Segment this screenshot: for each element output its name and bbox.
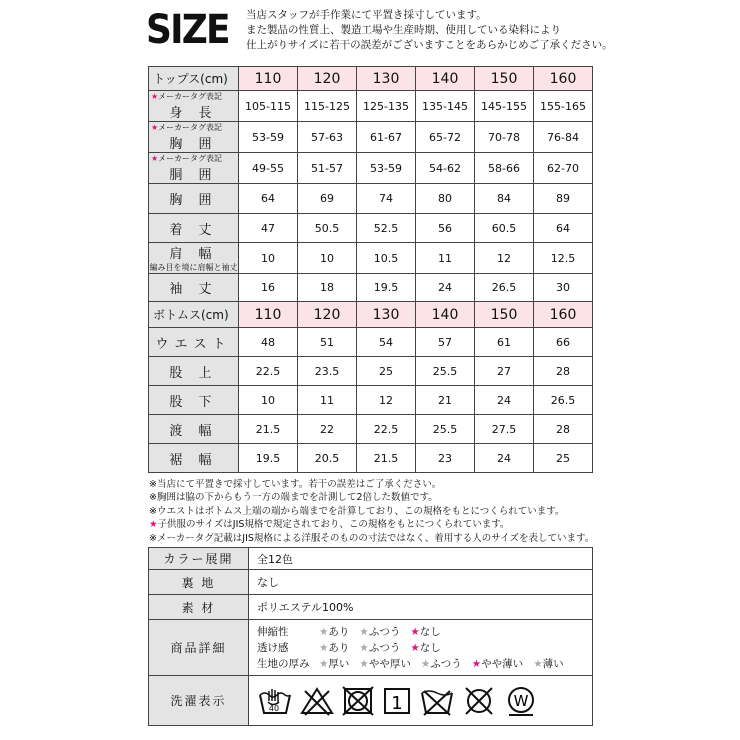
size-header-130: 130 (357, 67, 416, 91)
star-icon: ★ (151, 154, 159, 163)
row-label-text: 身 長 (169, 106, 218, 121)
no-dry-clean-icon (419, 685, 455, 717)
table-cell: 69 (298, 184, 357, 214)
table-cell: 57 (416, 328, 475, 357)
size-header-120: 120 (298, 67, 357, 91)
detail-option (359, 624, 400, 639)
note-line (149, 478, 594, 491)
table-cell: 61-67 (357, 122, 416, 153)
star-icon: ★ (151, 123, 159, 132)
row-label (149, 153, 239, 184)
table-cell: 60.5 (475, 214, 534, 243)
table-cell: 61 (475, 328, 534, 357)
detail-label: 透け感 (257, 642, 289, 654)
wet-clean-icon (503, 685, 539, 717)
intro-line: 当店スタッフが手作業にて平置き採寸しています。 (246, 9, 487, 21)
detail-option-text: 厚い (328, 658, 350, 670)
table-row (149, 122, 593, 153)
size-table (148, 66, 593, 473)
table-row (149, 153, 593, 184)
size-header-130: 130 (357, 302, 416, 328)
table-cell: 64 (239, 184, 298, 214)
table-cell: 28 (534, 357, 593, 386)
detail-option-text: あり (328, 626, 350, 638)
table-cell: 66 (534, 328, 593, 357)
table-cell: 20.5 (298, 444, 357, 473)
detail-option-text: ふつう (368, 626, 401, 638)
detail-option-text: ふつう (430, 658, 462, 670)
table-cell: 65-72 (416, 122, 475, 153)
row-label: ウエスト (149, 328, 239, 357)
table-cell: 25 (534, 444, 593, 473)
star-icon: ★ (359, 626, 369, 638)
table-cell: 26.5 (475, 274, 534, 302)
note-line (149, 532, 594, 545)
detail-option-text: ふつう (368, 642, 401, 654)
table-cell: 135-145 (416, 91, 475, 122)
table-cell: 145-155 (475, 91, 534, 122)
table-row (149, 214, 593, 243)
table-cell: 21.5 (357, 444, 416, 473)
table-cell: 30 (534, 274, 593, 302)
size-header-140: 140 (416, 67, 475, 91)
table-cell: 22.5 (357, 415, 416, 444)
table-cell: 70-78 (475, 122, 534, 153)
table-cell: 25 (357, 357, 416, 386)
star-icon: ★ (359, 642, 369, 654)
table-cell: 84 (475, 184, 534, 214)
size-header-140: 140 (416, 302, 475, 328)
row-label: 裾 幅 (149, 444, 239, 473)
note-text: メーカータグ記載はJIS規格による洋服そのものの寸法ではなく、着用する人のサイズを表しています。 (156, 532, 595, 544)
no-tumble-dry-icon (341, 685, 375, 717)
star-icon: ★ (151, 92, 159, 101)
size-header-150: 150 (475, 302, 534, 328)
table-cell: 105-115 (239, 91, 298, 122)
table-cell: 11 (416, 243, 475, 274)
size-header-120: 120 (298, 302, 357, 328)
table-cell: 64 (534, 214, 593, 243)
star-icon: ★ (319, 658, 329, 670)
row-label (149, 91, 239, 122)
detail-option-text: なし (419, 626, 441, 638)
detail-option (421, 656, 462, 671)
star-icon: ★ (359, 658, 369, 670)
wash-temp-text: 40 (268, 703, 280, 713)
lining-label: 裏 地 (149, 570, 249, 595)
detail-option (472, 656, 523, 671)
care-value (249, 676, 593, 726)
table-cell: 58-66 (475, 153, 534, 184)
table-cell: 25.5 (416, 357, 475, 386)
care-icons (257, 681, 592, 721)
table-cell: 56 (416, 214, 475, 243)
row-label (149, 214, 239, 243)
table-cell: 27.5 (475, 415, 534, 444)
row-label (149, 243, 239, 274)
row-label: 股 下 (149, 386, 239, 415)
note-line (149, 505, 594, 518)
material-value: ポリエステル100% (249, 595, 593, 620)
note-text: 子供服のサイズはJIS規格で規定されており、この規格をもとにつくられています。 (157, 519, 510, 531)
row-label: 渡 幅 (149, 415, 239, 444)
table-cell: 25.5 (416, 415, 475, 444)
table-cell: 23.5 (298, 357, 357, 386)
intro-line: 仕上がりサイズに若干の誤差がございますことをあらかじめご了承ください。 (246, 39, 613, 51)
maker-tag-text: メーカータグ表記 (158, 154, 223, 163)
details-value (249, 620, 593, 676)
note-text: 当店にて平置きで採寸しています。若干の誤差はご了承ください。 (156, 479, 442, 490)
table-cell: 50.5 (298, 214, 357, 243)
table-cell: 24 (416, 274, 475, 302)
table-cell: 18 (298, 274, 357, 302)
detail-option-text: やや薄い (481, 658, 524, 670)
table-cell: 125-135 (357, 91, 416, 122)
detail-option (410, 640, 440, 655)
detail-row (257, 640, 592, 656)
note-text: 胸囲は脇の下からもう一方の端までを計測して2倍した数値です。 (156, 492, 438, 504)
row-label-text: 胸 囲 (169, 137, 218, 152)
tops-header: トップス(cm) (149, 67, 239, 91)
table-cell: 48 (239, 328, 298, 357)
table-cell: 54 (357, 328, 416, 357)
material-label: 素 材 (149, 595, 249, 620)
star-icon: ★ (149, 519, 158, 531)
care-label: 洗濯表示 (149, 676, 249, 726)
size-header-110: 110 (239, 302, 298, 328)
table-row (149, 274, 593, 302)
table-cell: 19.5 (239, 444, 298, 473)
table-cell: 62-70 (534, 153, 593, 184)
wet-clean-text: W (513, 691, 529, 710)
lining-value: なし (249, 570, 593, 595)
note-mark: ※ (149, 505, 157, 517)
table-cell: 26.5 (534, 386, 593, 415)
detail-option (410, 624, 440, 639)
detail-option-text: やや厚い (368, 658, 411, 670)
note-mark: ※ (149, 479, 157, 490)
table-cell: 28 (534, 415, 593, 444)
detail-option-text: 薄い (542, 658, 564, 670)
row-label (149, 184, 239, 214)
line-dry-icon (381, 685, 413, 717)
row-label-text: 着 丈 (169, 222, 218, 238)
table-cell: 21 (416, 386, 475, 415)
row-label-text: 袖 丈 (169, 282, 218, 297)
table-cell: 115-125 (298, 91, 357, 122)
row-label-text: 胸 囲 (169, 193, 218, 208)
table-cell: 10 (239, 243, 298, 274)
note-line (149, 491, 594, 504)
intro-text (246, 8, 613, 53)
star-icon: ★ (410, 642, 420, 654)
table-cell: 51-57 (298, 153, 357, 184)
note-mark: ※ (149, 492, 157, 504)
table-cell: 49-55 (239, 153, 298, 184)
table-cell: 22 (298, 415, 357, 444)
detail-option (359, 656, 410, 671)
note-line (149, 518, 594, 531)
intro-line: また製品の性質上、製造工場や生産時期、使用している染料により (246, 24, 561, 36)
table-row (149, 184, 593, 214)
table-cell: 47 (239, 214, 298, 243)
product-info-table (148, 547, 593, 726)
table-cell: 53-59 (239, 122, 298, 153)
table-cell: 52.5 (357, 214, 416, 243)
table-cell: 19.5 (357, 274, 416, 302)
table-row (149, 357, 593, 386)
notes (149, 478, 594, 545)
detail-option (319, 640, 349, 655)
table-row (149, 243, 593, 274)
bottoms-header: ボトムス(cm) (149, 302, 239, 328)
table-cell: 57-63 (298, 122, 357, 153)
maker-tag-text: メーカータグ表記 (158, 123, 223, 132)
table-cell: 23 (416, 444, 475, 473)
star-icon: ★ (533, 658, 543, 670)
row-label-text: 肩 幅 (169, 247, 218, 262)
table-row (149, 415, 593, 444)
star-icon: ★ (319, 642, 329, 654)
table-cell: 12.5 (534, 243, 593, 274)
detail-row (257, 656, 592, 672)
row-label (149, 122, 239, 153)
row-label-text: 胴 囲 (169, 168, 218, 183)
note-text: ウエストはボトムス上端の端から端までを計算しており、この規格をもとにつくられています。 (156, 505, 565, 517)
maker-tag-note (149, 91, 238, 102)
table-cell: 10.5 (357, 243, 416, 274)
no-bleach-icon (299, 685, 335, 717)
detail-option-text: あり (328, 642, 350, 654)
table-cell: 16 (239, 274, 298, 302)
color-value: 全12色 (249, 548, 593, 570)
star-icon: ★ (471, 658, 482, 670)
row-label: 股 上 (149, 357, 239, 386)
table-cell: 53-59 (357, 153, 416, 184)
table-cell: 76-84 (534, 122, 593, 153)
line-dry-text: 1 (391, 692, 403, 714)
note-mark: ※ (149, 532, 157, 544)
detail-option (359, 640, 400, 655)
detail-option-text: なし (419, 642, 441, 654)
table-cell: 54-62 (416, 153, 475, 184)
table-cell: 80 (416, 184, 475, 214)
maker-tag-note (149, 153, 238, 164)
table-row (149, 444, 593, 473)
table-cell: 12 (357, 386, 416, 415)
detail-option (319, 624, 349, 639)
table-cell: 27 (475, 357, 534, 386)
color-label: カラー展開 (149, 548, 249, 570)
maker-tag-note (149, 122, 238, 133)
size-header-110: 110 (239, 67, 298, 91)
table-row (149, 386, 593, 415)
detail-option (533, 656, 563, 671)
table-cell: 10 (298, 243, 357, 274)
table-cell: 24 (475, 386, 534, 415)
table-cell: 51 (298, 328, 357, 357)
size-header-160: 160 (534, 302, 593, 328)
star-icon: ★ (319, 626, 329, 638)
detail-label: 生地の厚み (257, 658, 310, 670)
details-label: 商品詳細 (149, 620, 249, 676)
size-header-160: 160 (534, 67, 593, 91)
detail-option (319, 656, 349, 671)
row-sub-note: 編み目を境に肩幅と袖丈 (149, 263, 238, 272)
table-row (149, 328, 593, 357)
table-cell: 74 (357, 184, 416, 214)
star-icon: ★ (410, 626, 420, 638)
table-cell: 22.5 (239, 357, 298, 386)
table-cell: 11 (298, 386, 357, 415)
detail-label: 伸縮性 (257, 626, 289, 638)
page-title: SIZE (146, 7, 229, 53)
star-icon: ★ (420, 658, 431, 670)
size-header-150: 150 (475, 67, 534, 91)
table-cell: 89 (534, 184, 593, 214)
no-wring-icon (461, 685, 497, 717)
detail-row (257, 624, 592, 640)
maker-tag-text: メーカータグ表記 (158, 92, 223, 101)
table-cell: 24 (475, 444, 534, 473)
table-cell: 21.5 (239, 415, 298, 444)
hand-wash-icon (257, 685, 293, 717)
table-cell: 155-165 (534, 91, 593, 122)
table-cell: 12 (475, 243, 534, 274)
table-cell: 10 (239, 386, 298, 415)
table-row (149, 91, 593, 122)
row-label (149, 274, 239, 302)
